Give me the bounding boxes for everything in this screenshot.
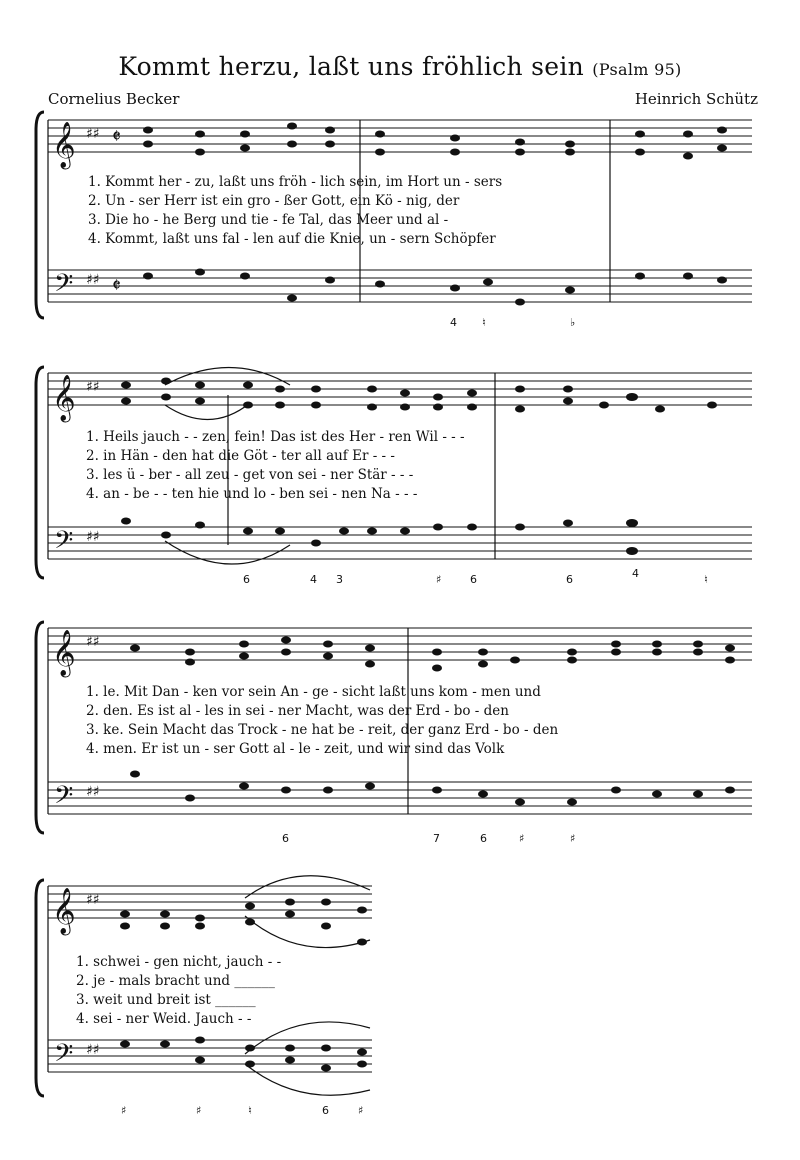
svg-text:♯♯: ♯♯ — [86, 1042, 100, 1058]
system-2 — [0, 355, 800, 595]
svg-text:6: 6 — [480, 832, 487, 845]
svg-text:𝄞: 𝄞 — [52, 888, 76, 934]
svg-text:𝄞: 𝄞 — [52, 630, 76, 676]
svg-text:♭: ♭ — [570, 316, 576, 329]
lyric-line-4: 4. Kommt, laßt uns fal - len auf die Knie, un - sern Schöpfer — [88, 231, 496, 247]
svg-text:♯♯: ♯♯ — [86, 379, 100, 395]
svg-text:𝄢: 𝄢 — [54, 1039, 74, 1074]
svg-text:𝄞: 𝄞 — [52, 375, 76, 421]
lyric-line-2: 2. in Hän - den hat die Göt - ter all auf Er - - - — [86, 448, 395, 464]
lyric-line-4: 4. an - be - - ten hie und lo - ben sei - nen Na - - - — [86, 486, 418, 502]
svg-text:4: 4 — [632, 567, 639, 580]
lyricist-credit: Cornelius Becker — [48, 90, 180, 108]
lyric-line-1: 1. schwei - gen nicht, jauch - - — [76, 954, 282, 970]
svg-text:♯: ♯ — [196, 1104, 202, 1117]
title-text: Kommt herzu, laßt uns fröhlich sein — [118, 52, 585, 81]
system-3 — [0, 610, 800, 850]
bass-staff — [48, 270, 752, 302]
svg-text:𝄢: 𝄢 — [54, 781, 74, 816]
lyric-line-2: 2. Un - ser Herr ist ein gro - ßer Gott, ein Kö - nig, der — [88, 193, 460, 209]
lyric-line-3: 3. les ü - ber - all zeu - get von sei - ner Stär - - - — [86, 467, 414, 483]
svg-text:♯♯: ♯♯ — [86, 272, 100, 288]
svg-text:4: 4 — [310, 573, 317, 586]
svg-text:♮: ♮ — [704, 573, 708, 586]
svg-text:♯: ♯ — [121, 1104, 127, 1117]
lyric-line-2: 2. je - mals bracht und ______ — [76, 973, 275, 989]
system-1 — [0, 100, 800, 340]
treble-clef: 𝄞 — [52, 122, 76, 168]
system-brace — [36, 112, 44, 318]
lyric-line-3: 3. ke. Sein Macht das Trock - ne hat be - reit, der ganz Erd - bo - den — [86, 722, 559, 738]
lyric-line-1: 1. le. Mit Dan - ken vor sein An - ge - sicht laßt uns kom - men und — [86, 684, 541, 700]
bass-clef: 𝄢 — [54, 269, 74, 304]
svg-text:𝄵: 𝄵 — [112, 273, 121, 297]
lyric-line-2: 2. den. Es ist al - les in sei - ner Macht, was der Erd - bo - den — [86, 703, 509, 719]
svg-text:6: 6 — [322, 1104, 329, 1117]
svg-text:♯♯: ♯♯ — [86, 892, 100, 908]
svg-text:♮: ♮ — [482, 316, 486, 329]
lyric-line-1: 1. Heils jauch - - zen, fein! Das ist des Her - ren Wil - - - — [86, 429, 465, 445]
svg-text:7: 7 — [433, 832, 440, 845]
svg-text:3: 3 — [336, 573, 343, 586]
figured-bass: 4 — [450, 316, 457, 329]
lyric-line-3: 3. Die ho - he Berg und tie - fe Tal, das Meer und al - — [88, 212, 449, 228]
svg-text:6: 6 — [282, 832, 289, 845]
svg-text:♯: ♯ — [358, 1104, 364, 1117]
svg-text:♯♯: ♯♯ — [86, 529, 100, 545]
composer-credit: Heinrich Schütz — [634, 90, 758, 108]
lyric-line-3: 3. weit und breit ist ______ — [76, 992, 256, 1008]
svg-text:𝄢: 𝄢 — [54, 526, 74, 561]
svg-text:♯: ♯ — [436, 573, 442, 586]
lyric-line-4: 4. sei - ner Weid. Jauch - - — [76, 1011, 252, 1027]
svg-text:♯: ♯ — [570, 832, 576, 845]
treble-staff — [48, 120, 752, 152]
svg-text:6: 6 — [470, 573, 477, 586]
song-title — [0, 52, 800, 81]
svg-text:♯♯: ♯♯ — [86, 784, 100, 800]
svg-text:♯: ♯ — [519, 832, 525, 845]
svg-text:♮: ♮ — [248, 1104, 252, 1117]
lyric-line-4: 4. men. Er ist un - ser Gott al - le - zeit, und wir sind das Volk — [86, 741, 505, 757]
lyric-line-1: 1. Kommt her - zu, laßt uns fröh - lich sein, im Hort un - sers — [88, 174, 503, 190]
time-signature: 𝄵 — [112, 124, 121, 148]
svg-text:6: 6 — [566, 573, 573, 586]
svg-text:♯♯: ♯♯ — [86, 126, 100, 142]
svg-text:6: 6 — [243, 573, 250, 586]
svg-text:♯♯: ♯♯ — [86, 634, 100, 650]
system-4 — [0, 868, 800, 1128]
subtitle-text: (Psalm 95) — [592, 60, 682, 79]
